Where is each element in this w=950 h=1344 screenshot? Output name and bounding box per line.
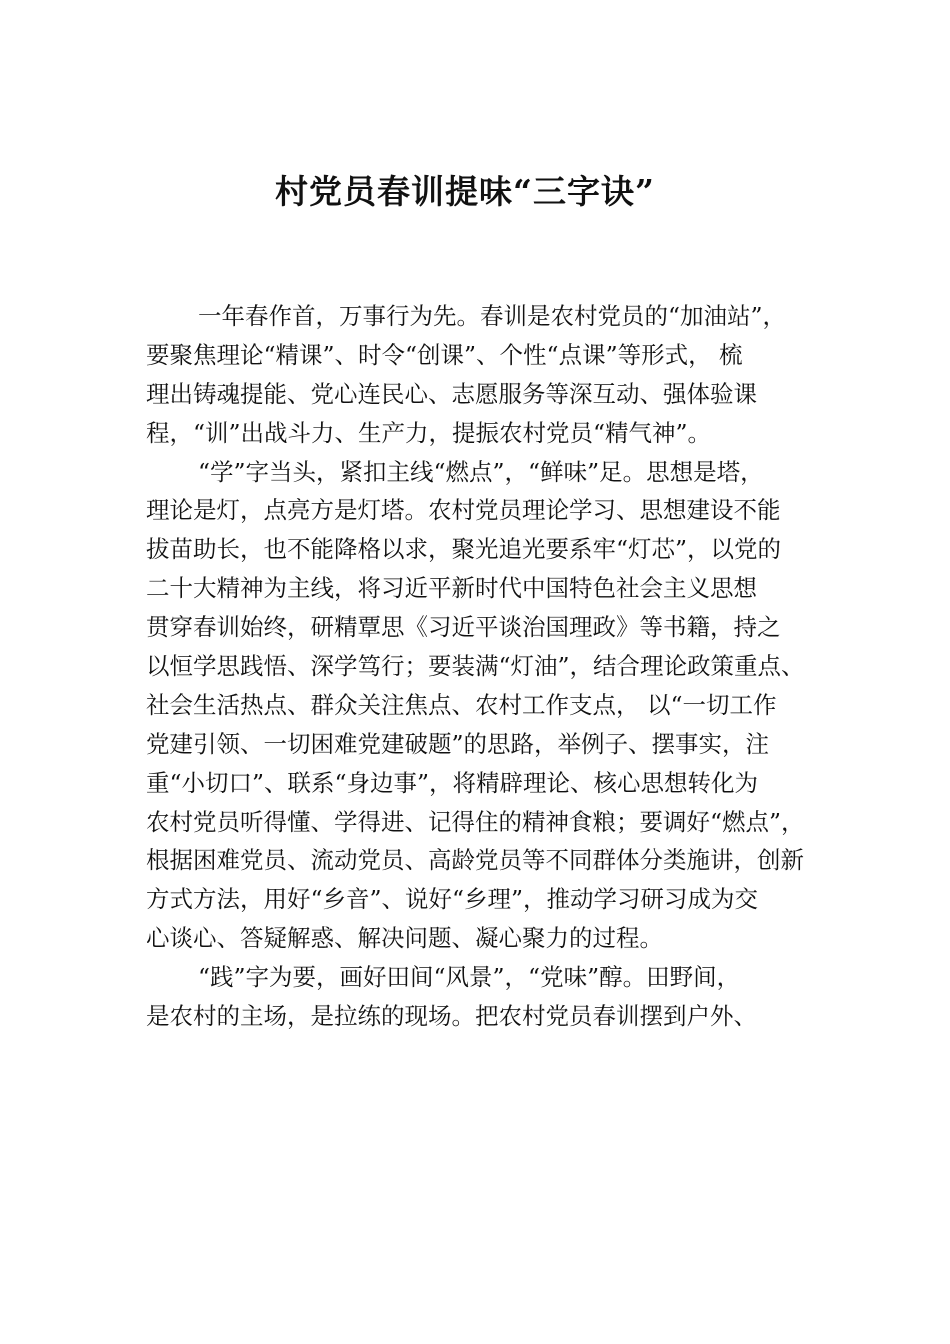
text-line: 重“小切口”、联系“身边事”，将精辟理论、核心思想转化为 (146, 768, 759, 797)
text-line: 心谈心、答疑解惑、解决问题、凝心聚力的过程。 (146, 924, 663, 953)
text-line: 是农村的主场，是拉练的现场。把农村党员春训摆到户外、 (146, 1002, 757, 1031)
document-body (146, 297, 846, 1036)
text-line: 方式方法，用好“乡音”、说好“乡理”，推动学习研习成为交 (146, 885, 759, 914)
text-line: 理出铸魂提能、党心连民心、志愿服务等深互动、强体验课 (146, 379, 757, 408)
text-line: 社会生活热点、群众关注焦点、农村工作支点， 以“一切工作 (146, 690, 777, 719)
paragraph-intro (146, 297, 846, 453)
text-line: 党建引领、一切困难党建破题”的思路，举例子、摆事实，注 (146, 729, 770, 758)
document-title: 村党员春训提味“三字诀” (275, 172, 655, 211)
text-line: “践”字为要，画好田间“风景”，“党味”醇。田野间， (198, 963, 741, 992)
paragraph-xue (146, 453, 846, 959)
text-line: 根据困难党员、流动党员、高龄党员等不同群体分类施讲，创新 (146, 846, 804, 875)
text-line: 一年春作首，万事行为先。春训是农村党员的“加油站”， (198, 302, 787, 330)
text-line: 要聚焦理论“精课”、时令“创课”、个性“点课”等形式， 梳 (146, 340, 743, 369)
text-line: 理论是灯，点亮方是灯塔。农村党员理论学习、思想建设不能 (146, 496, 781, 525)
text-line: 二十大精神为主线，将习近平新时代中国特色社会主义思想 (146, 574, 757, 603)
text-line: 程，“训”出战斗力、生产力，提振农村党员“精气神”。 (146, 418, 712, 447)
text-line: 以恒学思践悟、深学笃行；要装满“灯油”，结合理论政策重点、 (146, 652, 805, 681)
text-line: 农村党员听得懂、学得进、记得住的精神食粮；要调好“燃点”， (146, 807, 805, 836)
text-line: 贯穿春训始终，研精覃思《习近平谈治国理政》等书籍，持之 (146, 613, 781, 642)
text-line: “学”字当头，紧扣主线“燃点”，“鲜味”足。思想是塔， (198, 457, 764, 486)
paragraph-jian (146, 958, 846, 1036)
text-line: 拔苗助长，也不能降格以求，聚光追光要系牢“灯芯”，以党的 (146, 535, 782, 564)
